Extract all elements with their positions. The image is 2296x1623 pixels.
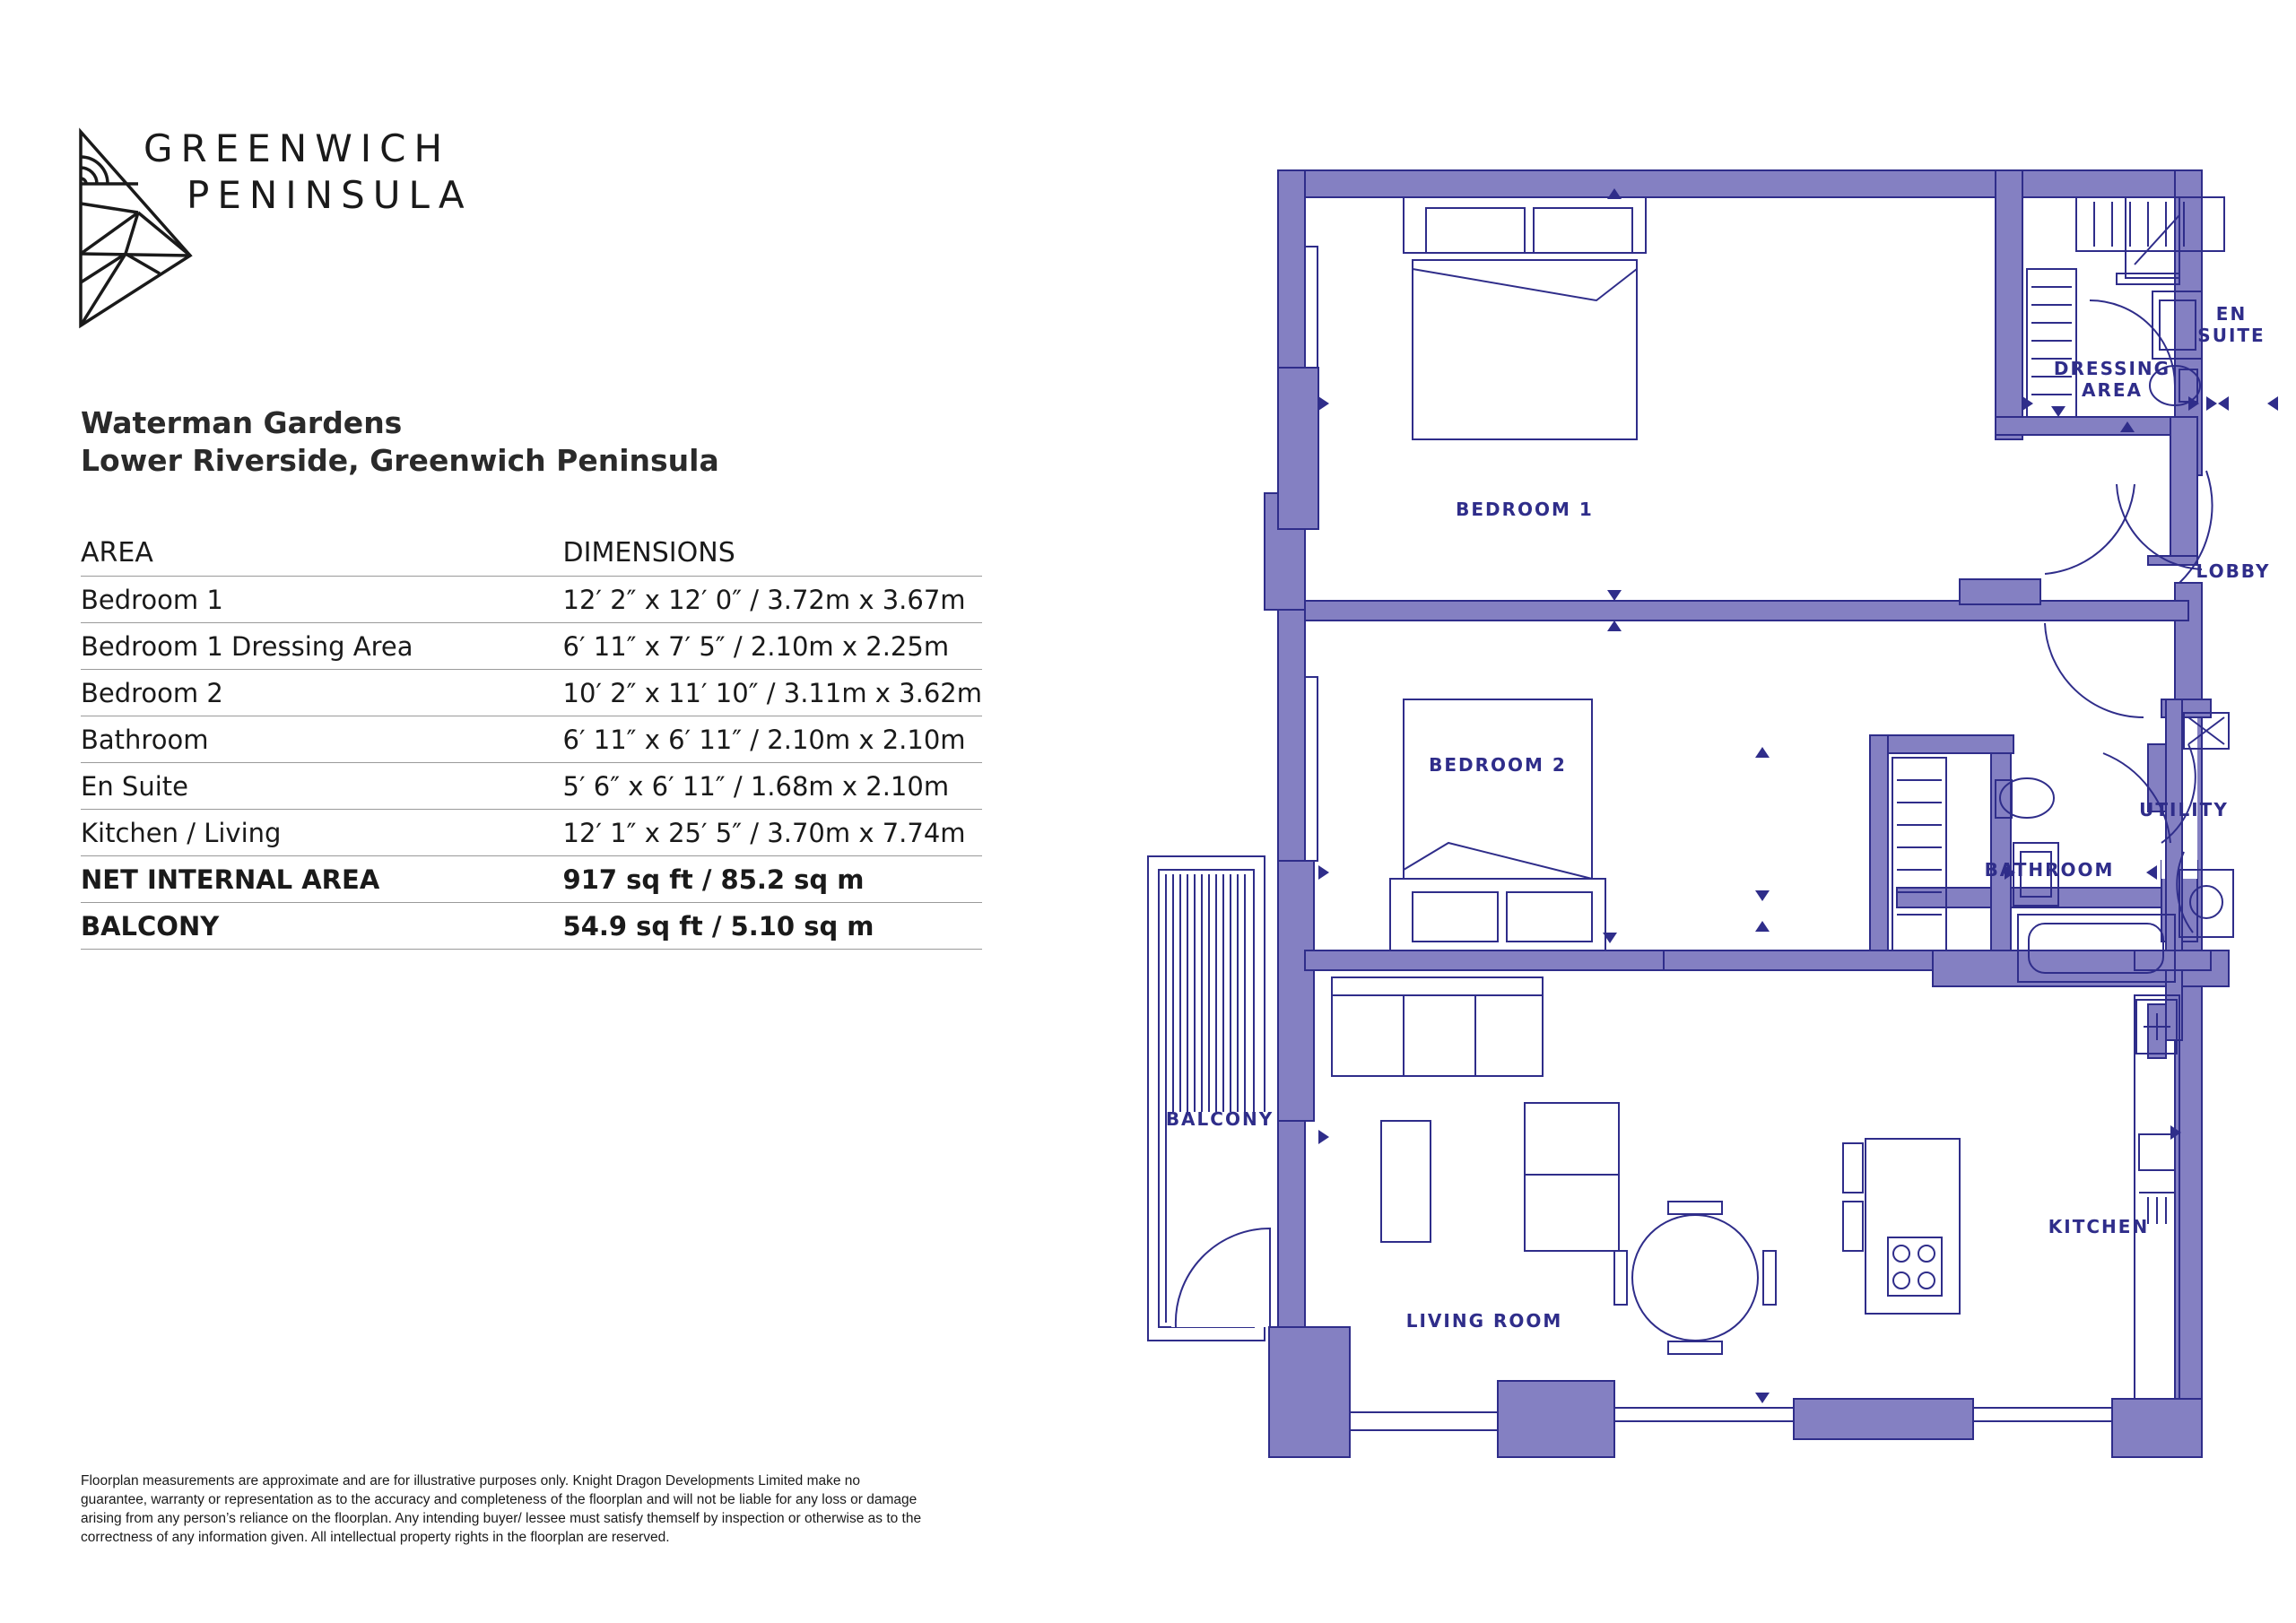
room-label-kitchen: KITCHEN	[2048, 1216, 2150, 1237]
table-header-row	[81, 529, 982, 577]
room-label-lobby: LOBBY	[2196, 560, 2271, 582]
bed-bedroom-2	[1390, 699, 1605, 950]
windows	[1305, 247, 1318, 861]
development-location: Lower Riverside, Greenwich Peninsula	[81, 443, 719, 478]
area-cell: BALCONY	[81, 903, 563, 950]
floor-plan	[1139, 161, 2271, 1462]
dimensions-cell: 5′ 6″ x 6′ 11″ / 1.68m x 2.10m	[563, 763, 982, 810]
wardrobe-bedroom-2	[1892, 758, 1946, 950]
brand-line-2: PENINSULA	[187, 173, 473, 217]
dimensions-cell: 917 sq ft / 85.2 sq m	[563, 856, 982, 903]
room-label-bedroom-2: BEDROOM 2	[1429, 754, 1567, 776]
area-cell: Bathroom	[81, 716, 563, 763]
room-label-balcony: BALCONY	[1165, 1108, 1274, 1130]
dimensions-cell: 12′ 1″ x 25′ 5″ / 3.70m x 7.74m	[563, 810, 982, 856]
total-row-net-internal-area	[81, 856, 982, 903]
area-cell: Bedroom 1	[81, 577, 563, 623]
room-label-living-room: LIVING ROOM	[1405, 1310, 1563, 1332]
dimensions-cell: 10′ 2″ x 11′ 10″ / 3.11m x 3.62m	[563, 670, 982, 716]
table-row	[81, 763, 982, 810]
room-label-utility: UTILITY	[2139, 799, 2229, 820]
dimensions-cell: 6′ 11″ x 6′ 11″ / 2.10m x 2.10m	[563, 716, 982, 763]
room-label-bedroom-1: BEDROOM 1	[1456, 499, 1594, 520]
room-label-bathroom: BATHROOM	[1984, 859, 2115, 881]
balcony-deck	[1148, 856, 1270, 1341]
area-cell: NET INTERNAL AREA	[81, 856, 563, 903]
area-cell: Bedroom 2	[81, 670, 563, 716]
table-row	[81, 670, 982, 716]
interior-walls	[1305, 170, 2229, 1058]
table-row	[81, 810, 982, 856]
disclaimer-text: Floorplan measurements are approximate and are for illustrative purposes only. Knight Dragon Developments Limited make no guarantee, warranty or representation as to the accuracy and completeness of the floorplan and will not be liable for any loss or damage arising from any person’s reliance on the floorplan. Any intending buyer/ lessee must satisfy themself by inspection or otherwise as to the correctness of any information given. All intellectual property rights in the floorplan are reserved.	[81, 1473, 922, 1545]
table-row	[81, 623, 982, 670]
column-header-area: AREA	[81, 529, 563, 577]
kitchen-fixtures	[1843, 995, 2179, 1399]
living-furniture	[1332, 977, 1776, 1354]
area-cell: En Suite	[81, 763, 563, 810]
bed-bedroom-1	[1404, 197, 1646, 439]
dimensions-cell: 12′ 2″ x 12′ 0″ / 3.72m x 3.67m	[563, 577, 982, 623]
column-header-dimensions: DIMENSIONS	[563, 529, 982, 577]
table-row	[81, 716, 982, 763]
room-label-ensuite-line-2: SUITE	[2197, 325, 2266, 346]
room-label-dressing-line-2: AREA	[2081, 379, 2144, 401]
area-cell: Bedroom 1 Dressing Area	[81, 623, 563, 670]
room-label-ensuite-line-1: EN	[2215, 303, 2248, 325]
room-label-dressing-line-1: DRESSING	[2053, 358, 2171, 379]
table-row	[81, 577, 982, 623]
total-row-balcony	[81, 903, 982, 950]
area-dimensions-table	[81, 529, 982, 950]
area-cell: Kitchen / Living	[81, 810, 563, 856]
brand-line-1: GREENWICH	[144, 126, 451, 170]
dimensions-cell: 54.9 sq ft / 5.10 sq m	[563, 903, 982, 950]
development-name: Waterman Gardens	[81, 405, 403, 440]
dimensions-cell: 6′ 11″ x 7′ 5″ / 2.10m x 2.25m	[563, 623, 982, 670]
